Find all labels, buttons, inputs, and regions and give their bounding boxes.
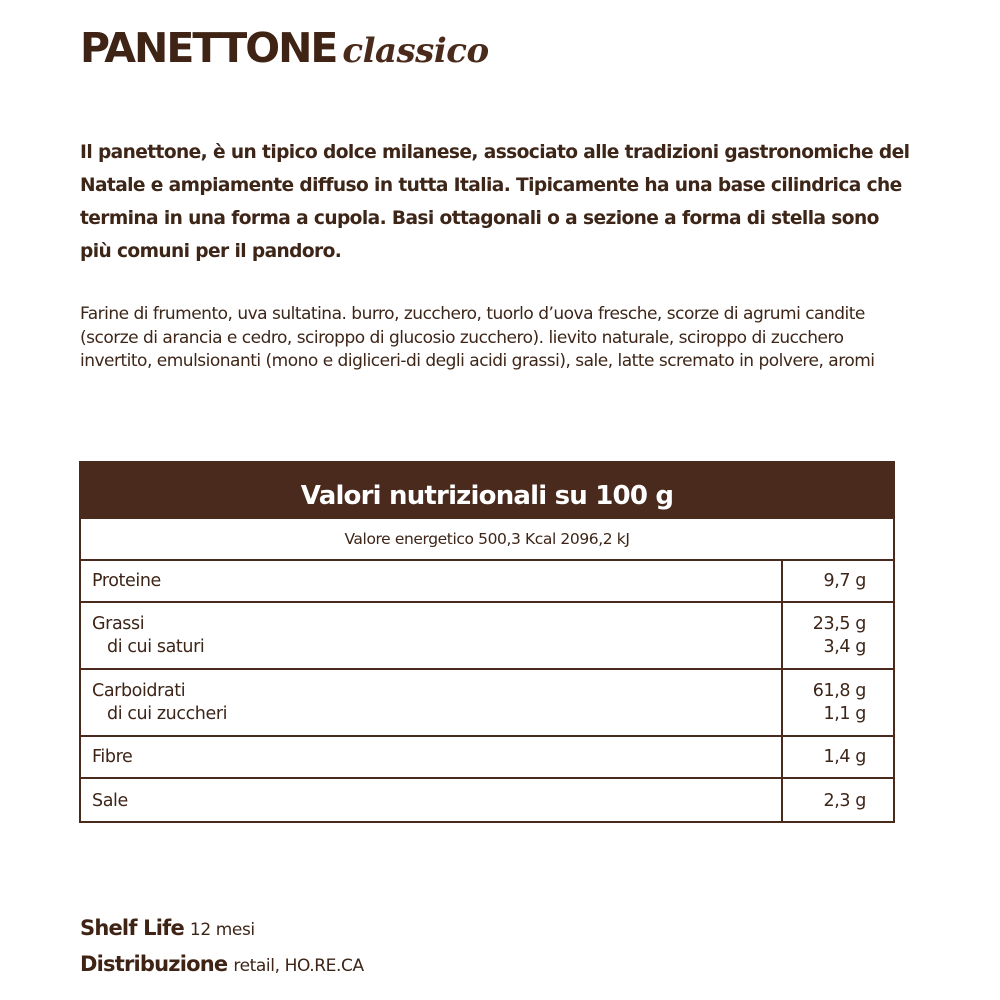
nutrient-value: 23,5 g [812,613,866,634]
energy-value: Valore energetico 500,3 Kcal 2096,2 kJ [81,519,893,561]
page-title [80,18,489,81]
shelf-life-label: Shelf Life [80,916,184,940]
product-description: Il panettone, è un tipico dolce milanese, associato alle tradizioni gastronomiche del Natale e ampiamente diffuso in tutta Italia. Tipicamente ha una base cilindrica che termina in una forma a cupola. Basi ottagonali o a sezione a forma di stella sono più comuni per il pandoro. [80,142,910,262]
distribution [80,946,364,982]
title-main: PANETTONE [80,24,337,72]
nutrient-name: Proteine [92,570,161,591]
nutrient-row-proteine [81,561,893,603]
nutrient-name: Carboidrati [92,680,186,701]
nutrient-name: Fibre [92,746,133,767]
nutrient-name: Grassi [92,613,145,634]
nutrient-sub-name: di cui saturi [107,636,205,657]
nutrient-row-carboidrati [81,670,893,737]
title-script: classico [342,31,489,71]
nutrient-sub-name: di cui zuccheri [107,703,228,724]
nutrient-row-fibre [81,737,893,779]
nutrient-row-sale [81,779,893,823]
nutrient-row-grassi [81,603,893,670]
nutrition-header: Valori nutrizionali su 100 g [81,463,893,519]
product-footer [80,910,364,982]
distribution-label: Distribuzione [80,952,228,976]
nutrient-value: 9,7 g [823,570,866,591]
nutrient-value: 61,8 g [812,680,866,701]
nutrition-table [79,461,895,823]
distribution-value: retail, HO.RE.CA [233,956,364,976]
ingredients-list: Farine di frumento, uva sultatina. burro, zucchero, tuorlo d’uova fresche, scorze di agrumi candite (scorze di arancia e cedro, sciroppo di glucosio zucchero). lievito naturale, sciroppo di zucchero invertito, emulsionanti (mono e digliceri-di degli acidi grassi), sale, latte scremato in polvere, aromi [80,304,875,371]
nutrient-sub-value: 3,4 g [823,636,866,657]
nutrient-name: Sale [92,790,128,811]
nutrient-value: 2,3 g [823,790,866,811]
nutrient-sub-value: 1,1 g [823,703,866,724]
shelf-life [80,910,364,946]
shelf-life-value: 12 mesi [189,920,255,940]
nutrient-value: 1,4 g [823,746,866,767]
